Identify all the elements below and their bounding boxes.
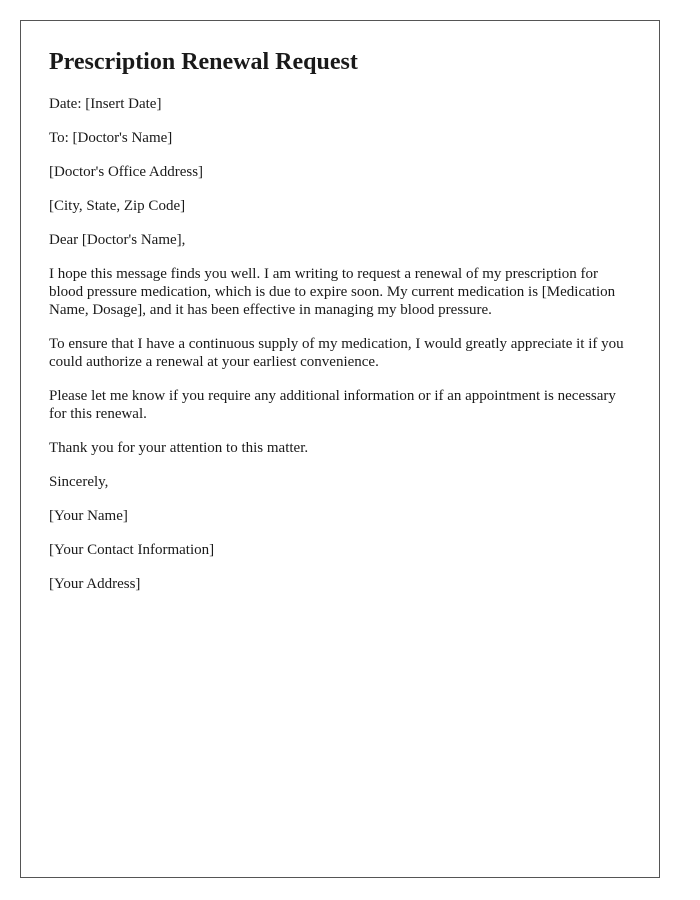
body-paragraph-1: I hope this message finds you well. I am writing to request a renewal of my prescription for blood pressure medication, which is due to expire soon. My current medication is [Medication Name, Dosage], and it has been effective in managing my blood pressure.	[49, 266, 616, 318]
sender-address: [Your Address]	[49, 576, 141, 592]
sender-name: [Your Name]	[49, 508, 128, 524]
recipient-line: To: [Doctor's Name]	[49, 130, 173, 146]
salutation: Dear [Doctor's Name],	[49, 232, 186, 248]
closing: Sincerely,	[49, 474, 109, 490]
body-paragraph-3: Please let me know if you require any additional information or if an appointment is necessary for this renewal.	[49, 388, 616, 422]
date-line: Date: [Insert Date]	[49, 96, 162, 112]
body-paragraph-4: Thank you for your attention to this matter.	[49, 440, 309, 456]
city-state-zip-line: [City, State, Zip Code]	[49, 198, 186, 214]
office-address-line: [Doctor's Office Address]	[49, 164, 204, 180]
letter-body	[49, 47, 633, 609]
letter-title: Prescription Renewal Request	[49, 49, 358, 75]
sender-contact: [Your Contact Information]	[49, 542, 215, 558]
body-paragraph-2: To ensure that I have a continuous supply of my medication, I would greatly appreciate it if you could authorize a renewal at your earliest convenience.	[49, 336, 624, 370]
letter-page	[20, 20, 660, 878]
